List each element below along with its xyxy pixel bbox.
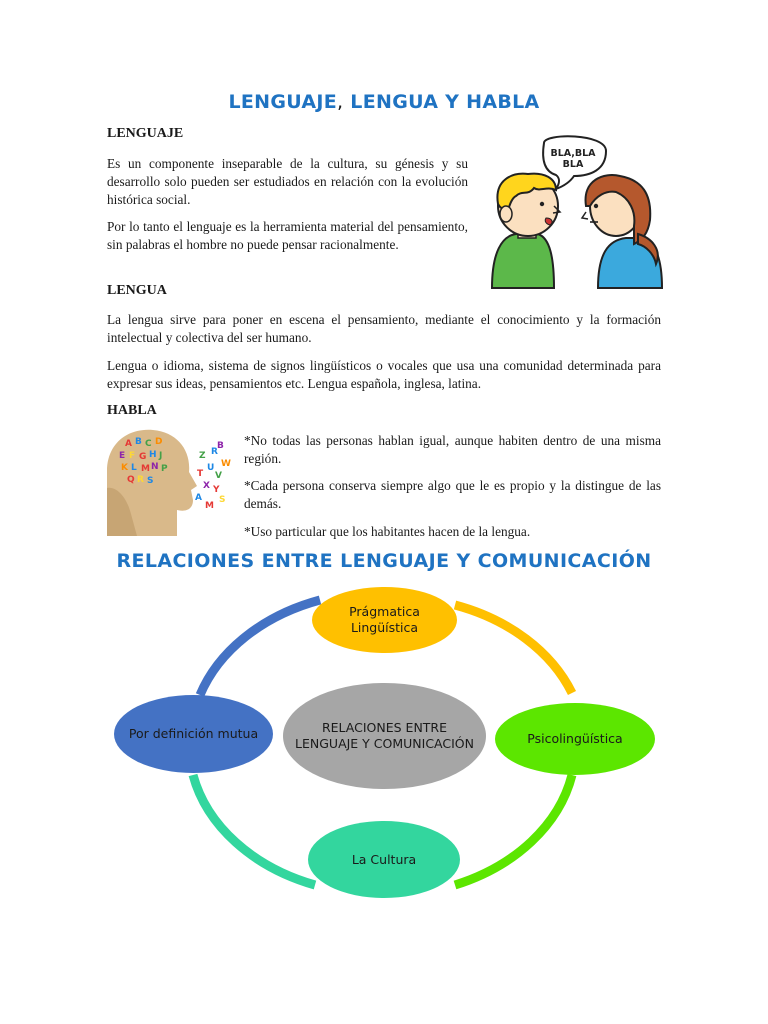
heading-lengua: LENGUA xyxy=(107,283,167,298)
arc-top-to-right xyxy=(455,605,572,693)
svg-text:H: H xyxy=(149,450,157,460)
svg-text:G: G xyxy=(139,452,147,462)
svg-text:L: L xyxy=(131,463,137,473)
svg-text:S: S xyxy=(147,476,154,486)
diagram-right-label: Psicolingüística xyxy=(527,731,623,746)
svg-text:M: M xyxy=(141,464,150,474)
relations-title: RELACIONES ENTRE LENGUAJE Y COMUNICACIÓN xyxy=(116,550,652,572)
people-talking-illustration xyxy=(486,134,666,290)
diagram-center-node xyxy=(283,683,486,789)
svg-text:U: U xyxy=(207,463,215,473)
svg-text:T: T xyxy=(197,469,204,479)
svg-text:F: F xyxy=(129,451,136,461)
diagram-bottom-node xyxy=(308,821,460,898)
habla-paragraph-2: *Cada persona conserva siempre algo que le es propio y la distingue de las demás. xyxy=(244,478,661,512)
diagram-left-label: Por definición mutua xyxy=(128,726,259,741)
diagram-center-label: RELACIONES ENTRE LENGUAJE Y COMUNICACIÓN xyxy=(295,720,474,751)
head-speaking-letters-illustration xyxy=(107,428,231,536)
svg-text:N: N xyxy=(151,462,159,472)
svg-text:R: R xyxy=(137,475,144,485)
habla-paragraph-3: *Uso particular que los habitantes hacen de la lengua. xyxy=(244,524,531,539)
svg-text:X: X xyxy=(203,481,210,491)
arc-left-to-top xyxy=(200,600,320,695)
diagram-bottom-label: La Cultura xyxy=(351,851,417,867)
svg-text:A: A xyxy=(125,439,132,449)
diagram-top-node xyxy=(312,587,457,653)
heading-lenguaje: LENGUAJE xyxy=(107,126,184,141)
svg-text:B: B xyxy=(217,441,224,451)
svg-text:C: C xyxy=(145,439,152,449)
svg-text:V: V xyxy=(215,471,222,481)
title-lenguaje: LENGUAJE xyxy=(228,91,338,113)
svg-text:E: E xyxy=(119,451,126,461)
svg-text:M: M xyxy=(205,501,214,511)
arc-bottom-to-left xyxy=(193,775,315,885)
page-title xyxy=(0,91,768,113)
svg-text:B: B xyxy=(135,437,142,447)
svg-text:R: R xyxy=(211,447,218,457)
heading-habla: HABLA xyxy=(107,403,157,418)
svg-text:Q: Q xyxy=(127,475,135,485)
lenguaje-paragraph-2: Por lo tanto el lenguaje es la herramienta material del pensamiento, sin palabras el hombre no puede pensar racionalmente. xyxy=(107,219,468,253)
svg-text:A: A xyxy=(195,493,202,503)
svg-text:Y: Y xyxy=(213,485,220,495)
lengua-paragraph-1: La lengua sirve para poner en escena el pensamiento, mediante el conocimiento y la formación intelectual y colectiva del ser humano. xyxy=(107,312,661,346)
lengua-paragraph-2: Lengua o idioma, sistema de signos lingüísticos o vocales que usa una comunidad determinada para expresar sus ideas, pensamientos etc. Lengua española, inglesa, latina. xyxy=(107,358,661,392)
svg-text:P: P xyxy=(161,464,168,474)
lenguaje-paragraph-1: Es un componente inseparable de la cultura, su génesis y su desarrollo solo pueden ser estudiados en relación con la evolución histórica social. xyxy=(107,156,468,208)
habla-paragraph-1: *No todas las personas hablan igual, aunque habiten dentro de una misma región. xyxy=(244,433,661,467)
title-comma: , xyxy=(337,91,344,113)
arc-right-to-bottom xyxy=(455,775,572,885)
diagram-left-node xyxy=(114,695,273,773)
diagram-top-label: Prágmatica Lingüística xyxy=(349,604,420,635)
svg-text:D: D xyxy=(155,437,163,447)
svg-text:W: W xyxy=(221,459,231,469)
svg-text:Z: Z xyxy=(199,451,206,461)
svg-text:J: J xyxy=(159,451,163,461)
speech-bubble-text-line2: BLA xyxy=(562,159,584,170)
diagram-right-node xyxy=(495,703,655,775)
svg-text:K: K xyxy=(121,463,128,473)
title-lengua-habla: LENGUA Y HABLA xyxy=(343,91,540,113)
speech-bubble-text-line1: BLA,BLA xyxy=(550,148,596,159)
svg-text:S: S xyxy=(219,495,226,505)
